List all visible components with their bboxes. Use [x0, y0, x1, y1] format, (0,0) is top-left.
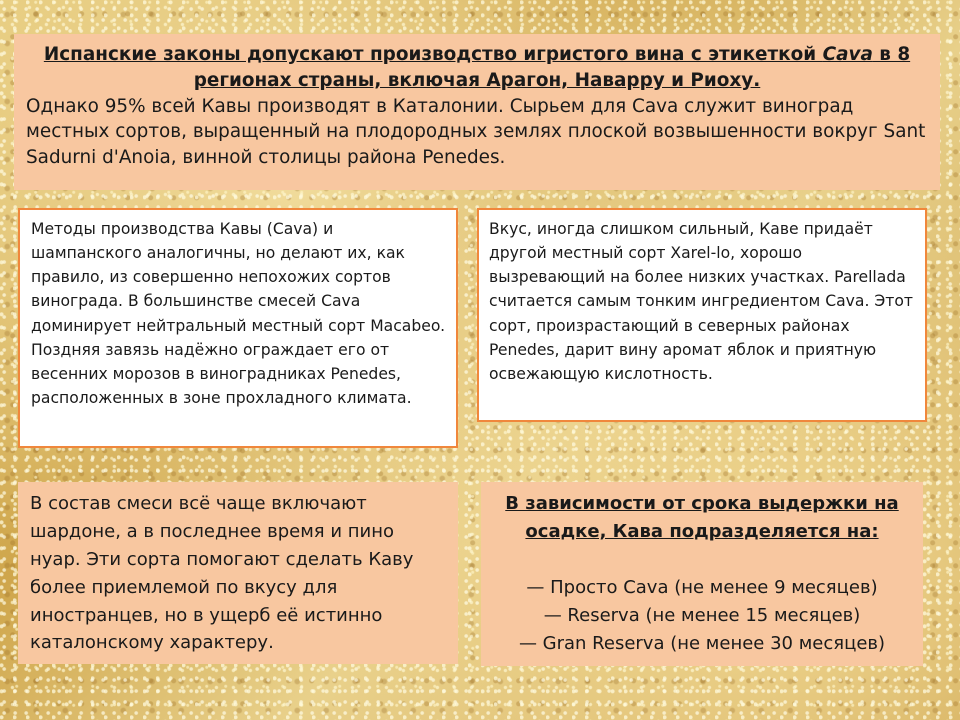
aging-item-cava: — Просто Cava (не менее 9 месяцев): [526, 576, 878, 598]
intro-panel: [14, 34, 940, 190]
blend-panel: [18, 482, 458, 664]
grape-varieties-panel: [477, 208, 927, 422]
blend-text: В состав смеси всё чаще включают шардоне, а в последнее время и пино нуар. Эти сорта помогают сделать Каву более приемлемой по вкусу для иностранцев, но в ущерб её истинно каталонскому характеру.: [30, 493, 414, 654]
intro-title-part1: Испанские законы допускают производство игристого вина с этикеткой: [43, 44, 823, 65]
intro-title-part2: в 8 регионах страны, включая Арагон, Наварру и Риоху.: [193, 44, 911, 91]
intro-title: [26, 42, 928, 94]
aging-item-reserva: — Reserva (не менее 15 месяцев): [543, 604, 861, 626]
aging-item-gran-reserva: — Gran Reserva (не менее 30 месяцев): [518, 632, 886, 654]
aging-heading: В зависимости от срока выдержки на осадке, Кава подразделяется на:: [505, 493, 899, 542]
production-methods-panel: [18, 208, 458, 448]
aging-panel: [481, 482, 923, 666]
intro-text: Однако 95% всей Кавы производят в Каталонии. Сырьем для Cava служит виноград местных сортов, выращенный на плодородных землях плоской возвышенности вокруг Sant Sadurni d'Anoia, винной столицы района Penedes.: [26, 95, 926, 169]
grape-varieties-text: Вкус, иногда слишком сильный, Каве придаёт другой местный сорт Xarel-lo, хорошо вызревающий на более низких участках. Parellada считается самым тонким ингредиентом Cava. Этот сорт, произрастающий в северных районах Penedes, дарит вину аромат яблок и приятную освежающую кислотность.: [489, 220, 913, 383]
production-methods-text: Методы производства Кавы (Cava) и шампанского аналогичны, но делают их, как правило, из совершенно непохожих сортов винограда. В большинстве смесей Cava доминирует нейтральный местный сорт Macabeo. Поздняя завязь надёжно ограждает его от весенних морозов в виноградниках Penedes, расположенных в зоне прохладного климата.: [31, 220, 446, 408]
intro-title-cava: Cava: [822, 44, 873, 65]
aging-spacer: [489, 546, 915, 574]
